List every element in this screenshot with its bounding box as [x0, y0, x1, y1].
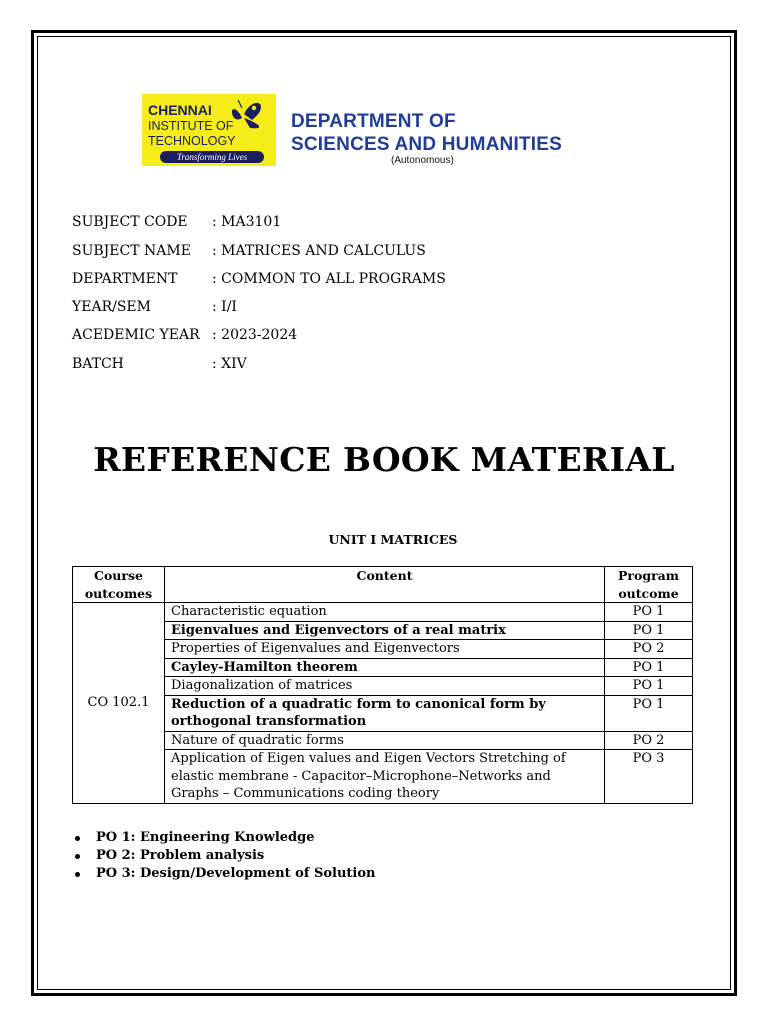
page-title: REFERENCE BOOK MATERIAL [93, 440, 675, 479]
content-cell: Cayley-Hamilton theorem [165, 658, 605, 677]
table-row [73, 658, 693, 677]
info-value: : I/I [212, 299, 237, 315]
info-label: BATCH [72, 356, 124, 372]
po-cell: PO 3 [605, 750, 693, 804]
po-cell: PO 2 [605, 731, 693, 750]
department-autonomous-label: (Autonomous) [391, 155, 454, 166]
table-row [73, 695, 693, 731]
po-cell: PO 1 [605, 658, 693, 677]
unit-title: UNIT I MATRICES [328, 532, 458, 547]
info-label: DEPARTMENT [72, 271, 178, 287]
content-cell: Eigenvalues and Eigenvectors of a real matrix [165, 621, 605, 640]
list-item: PO 3: Design/Development of Solution [74, 865, 375, 883]
logo-line-3: TECHNOLOGY [148, 134, 236, 148]
po-cell: PO 2 [605, 640, 693, 659]
po-cell: PO 1 [605, 621, 693, 640]
info-label: SUBJECT NAME [72, 243, 191, 259]
list-item: PO 1: Engineering Knowledge [74, 829, 375, 847]
department-title-line-2: SCIENCES AND HUMANITIES [291, 134, 562, 155]
institute-logo [142, 94, 276, 166]
logo-tagline: Transforming Lives [160, 151, 264, 163]
butterfly-icon [226, 96, 274, 136]
department-title-line-1: DEPARTMENT OF [291, 111, 456, 132]
program-outcome-list [74, 829, 375, 883]
info-value: : 2023-2024 [212, 327, 298, 343]
info-value: : MA3101 [212, 214, 282, 230]
table-header-row [73, 567, 693, 603]
table-row [73, 750, 693, 804]
info-label: YEAR/SEM [72, 299, 151, 315]
content-cell: Diagonalization of matrices [165, 677, 605, 696]
column-header-program-outcome: Program outcome [605, 567, 693, 603]
info-value: : XIV [212, 356, 247, 372]
column-header-content: Content [165, 567, 605, 603]
info-value: : COMMON TO ALL PROGRAMS [212, 271, 446, 287]
table-row [73, 677, 693, 696]
list-item: PO 2: Problem analysis [74, 847, 375, 865]
table-row [73, 731, 693, 750]
course-outcome-table [72, 566, 693, 804]
table-row [73, 621, 693, 640]
content-cell: Application of Eigen values and Eigen Vectors Stretching of elastic membrane - Capacitor–Microphone–Networks and Graphs – Communications coding theory [165, 750, 605, 804]
content-cell: Properties of Eigenvalues and Eigenvectors [165, 640, 605, 659]
logo-line-1: CHENNAI [148, 102, 212, 118]
info-label: SUBJECT CODE [72, 214, 188, 230]
po-cell: PO 1 [605, 677, 693, 696]
info-label: ACEDEMIC YEAR [72, 327, 200, 343]
info-value: : MATRICES AND CALCULUS [212, 243, 426, 259]
table-row [73, 640, 693, 659]
po-cell: PO 1 [605, 695, 693, 731]
content-cell: Nature of quadratic forms [165, 731, 605, 750]
logo-line-2: INSTITUTE OF [148, 119, 234, 133]
po-cell: PO 1 [605, 603, 693, 622]
table-row [73, 603, 693, 622]
content-cell: Reduction of a quadratic form to canonical form by orthogonal transformation [165, 695, 605, 731]
course-outcome-cell: CO 102.1 [73, 603, 165, 804]
content-cell: Characteristic equation [165, 603, 605, 622]
column-header-course-outcomes: Course outcomes [73, 567, 165, 603]
